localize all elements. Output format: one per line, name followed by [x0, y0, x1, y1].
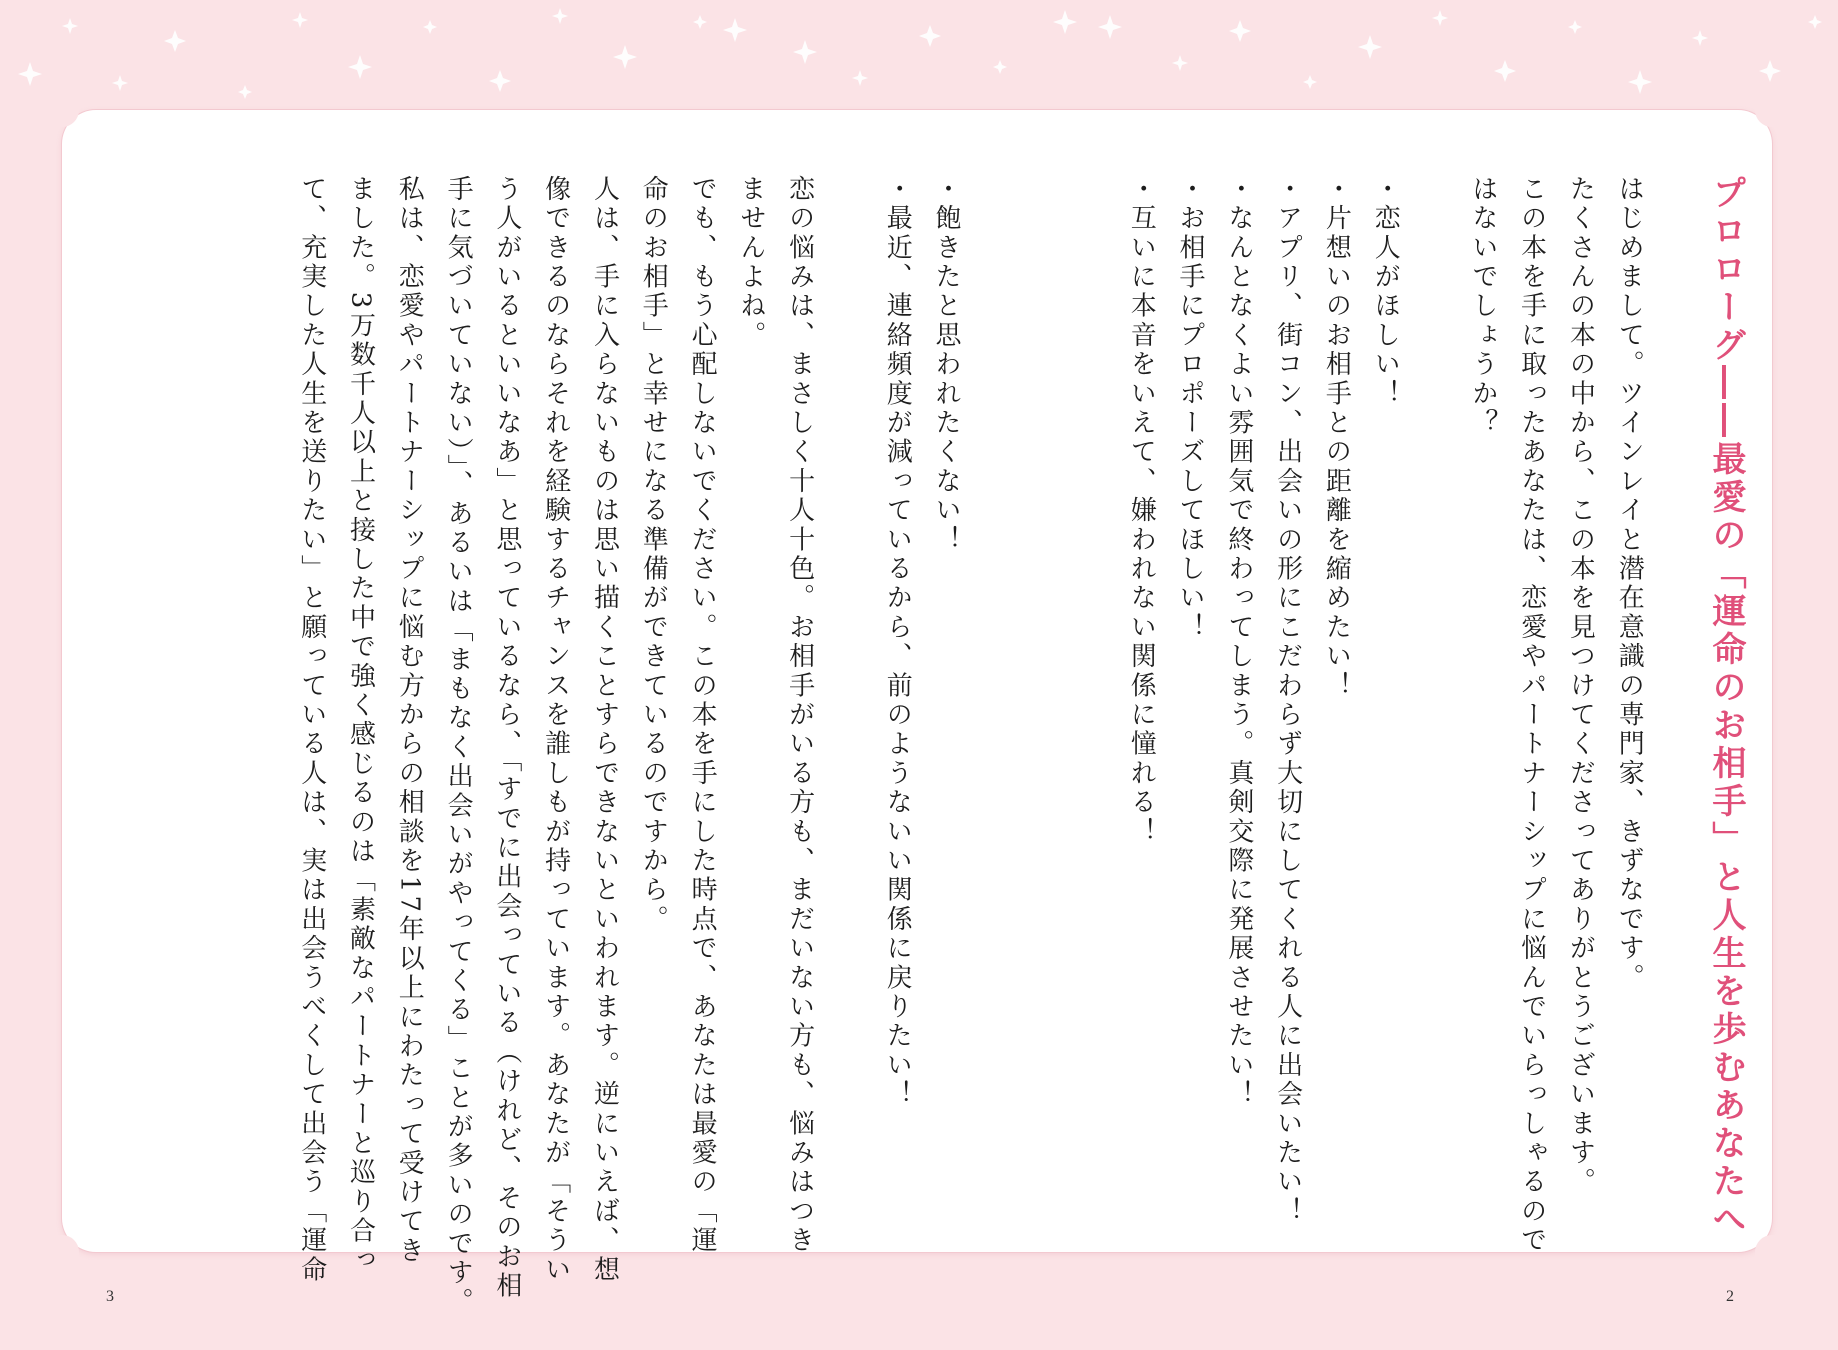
body-line: 像できるのならそれを経験するチャンスを誰しもが持っています。あなたが「そうい: [540, 175, 571, 1285]
bullet-item: ・なんとなくよい雰囲気で終わってしまう。真剣交際に発展させたい！: [1223, 175, 1254, 1110]
bullet-item: ・恋人がほしい！: [1370, 175, 1401, 409]
sparkle-decoration: [0, 0, 1838, 115]
body-line: 恋の悩みは、まさしく十人十色。お相手がいる方も、まだいない方も、悩みはつき: [784, 175, 815, 1256]
blank-line: [1019, 175, 1068, 1240]
body-line: 私は、恋愛やパートナーシップに悩む方からの相談を17年以上にわたって受けてき: [394, 175, 425, 1266]
body-line: ませんよね。: [735, 175, 766, 351]
body-line: でも、もう心配しないでください。この本を手にした時点で、あなたは最愛の「運: [687, 175, 718, 1256]
bullet-item: ・飽きたと思われたくない！: [931, 175, 962, 555]
bullet-item: ・互いに本音をいえて、嫌われない関係に憧れる！: [1126, 175, 1157, 847]
blank-line: [970, 175, 1019, 1240]
body-line: ました。3万数千人以上と接した中で強く感じるのは「素敵なパートナーと巡り合っ: [345, 175, 376, 1276]
bullet-item: ・お相手にプロポーズしてほしい！: [1175, 175, 1206, 643]
prologue-title: プロローグ――最愛の「運命のお相手」と人生を歩むあなたへ: [1706, 175, 1746, 1239]
blank-line: [1409, 175, 1458, 1240]
body-line: 命のお相手」と幸せになる準備ができているのですから。: [638, 175, 669, 935]
body-line: 手に気づいていない）」、あるいは「まもなく出会いがやってくる」ことが多いのです。: [443, 175, 474, 1317]
body-line: たくさんの本の中から、この本を見つけてくださってありがとうございます。: [1565, 175, 1596, 1197]
bullet-item: ・片想いのお相手との距離を縮めたい！: [1321, 175, 1352, 701]
body-line: はじめまして。ツインレイと潜在意識の専門家、きずなです。: [1614, 175, 1645, 993]
body-line: て、充実した人生を送りたい」と願っている人は、実は出会うべくして出会う「運命: [296, 175, 327, 1285]
body-line: この本を手に取ったあなたは、恋愛やパートナーシップに悩んでいらっしゃるので: [1516, 175, 1547, 1256]
panel-corner-notch: [45, 93, 79, 127]
blank-line: [1068, 175, 1117, 1240]
blank-line: [824, 175, 873, 1240]
bullet-item: ・最近、連絡頻度が減っているから、前のようないい関係に戻りたい！: [882, 175, 913, 1110]
vertical-text-body: [95, 175, 1750, 1317]
panel-corner-notch: [1755, 1235, 1789, 1269]
page-number-left: 3: [106, 1288, 114, 1305]
body-line: 人は、手に入らないものは思い描くことすらできないといわれます。逆にいえば、想: [589, 175, 620, 1285]
body-line: う人がいるといいなあ」と思っているなら、「すでに出会っている（けれど、そのお相: [491, 175, 522, 1301]
body-line: はないでしょうか？: [1467, 175, 1498, 438]
page-number-right: 2: [1726, 1288, 1734, 1305]
panel-corner-notch: [45, 1235, 79, 1269]
bullet-item: ・アプリ、街コン、出会いの形にこだわらず大切にしてくれる人に出会いたい！: [1272, 175, 1303, 1227]
panel-corner-notch: [1755, 93, 1789, 127]
